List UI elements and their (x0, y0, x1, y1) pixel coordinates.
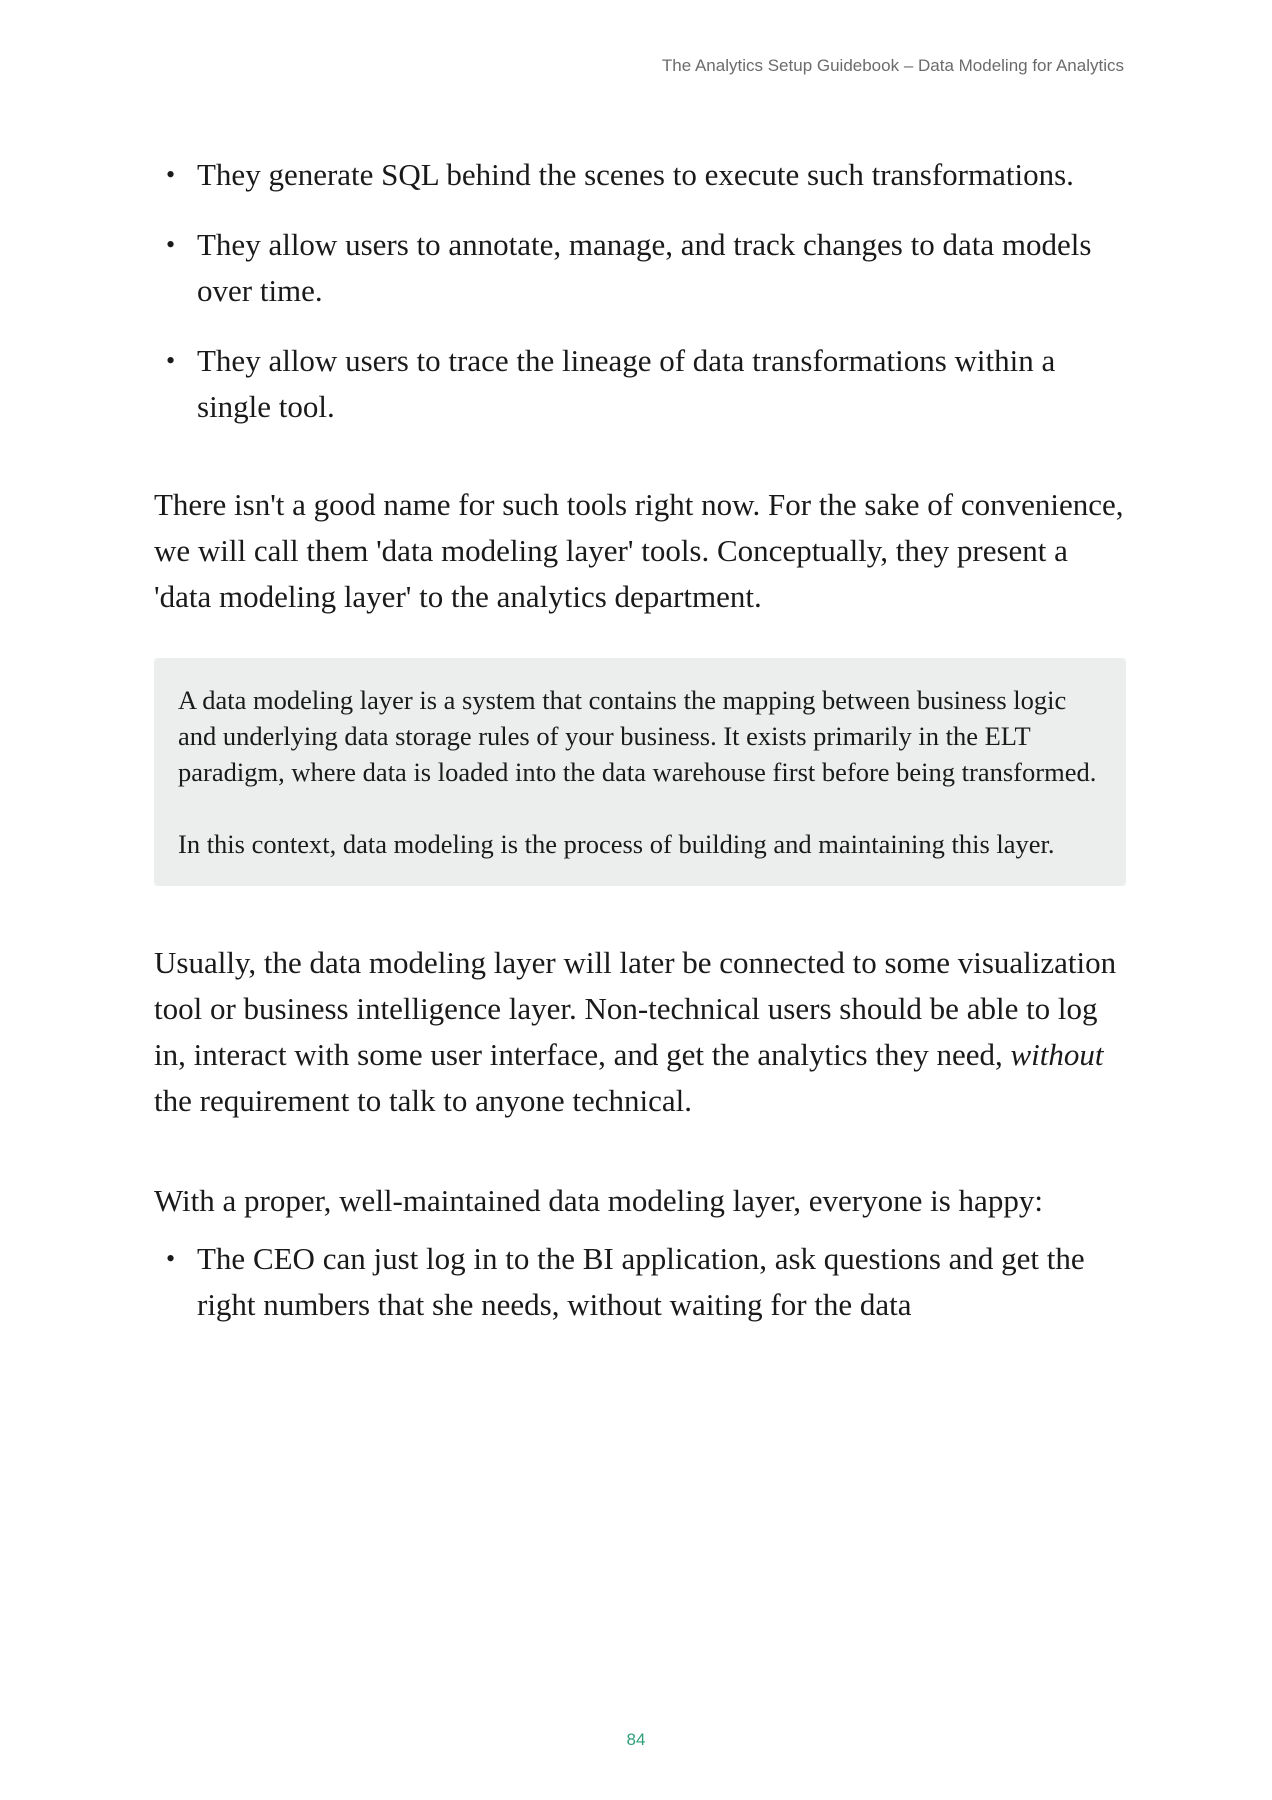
paragraph-text-after: the requirement to talk to anyone technical. (154, 1083, 692, 1118)
emphasis-without: without (1010, 1037, 1104, 1072)
list-item-text: They allow users to annotate, manage, and track changes to data models over time. (197, 227, 1092, 308)
bullet-dot-icon: • (166, 1244, 176, 1273)
list-item-text: They allow users to trace the lineage of data transformations within a single tool. (197, 343, 1056, 424)
bullet-list-top (154, 152, 1126, 430)
page-number: 84 (626, 1730, 646, 1749)
callout-paragraph-context: In this context, data modeling is the process of building and maintaining this layer. (178, 829, 1055, 859)
paragraph-everyone-happy: With a proper, well-maintained data modeling layer, everyone is happy: (154, 1183, 1043, 1218)
running-header: The Analytics Setup Guidebook – Data Modeling for Analytics (661, 56, 1124, 75)
paragraph-text-before: Usually, the data modeling layer will later be connected to some visualization tool or business intelligence layer. Non-technical users should be able to log in, interact with some user interface, and get the analytics they need, (154, 945, 1117, 1072)
definition-callout (154, 658, 1126, 886)
bullet-list-bottom (154, 1236, 1126, 1328)
page-content (154, 152, 1126, 1352)
list-item-text: The CEO can just log in to the BI application, ask questions and get the right numbers that she needs, without waiting for the data (197, 1241, 1085, 1322)
bullet-dot-icon: • (166, 160, 176, 189)
list-item (154, 1236, 1126, 1328)
list-item (154, 338, 1126, 430)
bullet-dot-icon: • (166, 230, 176, 259)
list-item (154, 222, 1126, 314)
list-item-text: They generate SQL behind the scenes to execute such transformations. (197, 157, 1074, 192)
callout-paragraph-definition: A data modeling layer is a system that contains the mapping between business logic and underlying data storage rules of your business. It exists primarily in the ELT paradigm, where data is loaded into the data warehouse first before being transformed. (178, 685, 1097, 787)
bullet-dot-icon: • (166, 346, 176, 375)
paragraph-bi-connection (154, 940, 1126, 1124)
paragraph-tool-naming: There isn't a good name for such tools right now. For the sake of convenience, we will call them 'data modeling layer' tools. Conceptually, they present a 'data modeling layer' to the analytics department. (154, 487, 1124, 614)
list-item (154, 152, 1126, 198)
